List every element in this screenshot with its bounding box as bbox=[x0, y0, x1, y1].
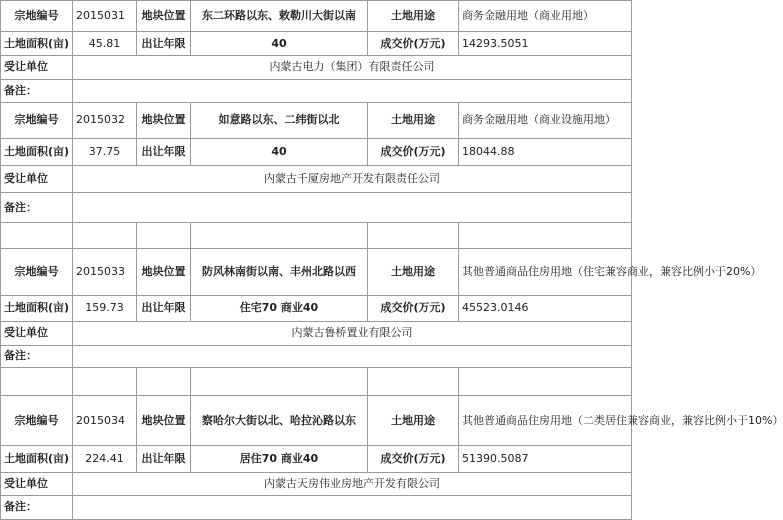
buyer-value: 内蒙古鲁桥置业有限公司 bbox=[73, 321, 632, 345]
parcel-no-value: 2015034 bbox=[73, 396, 137, 446]
term-label: 出让年限 bbox=[137, 32, 191, 56]
land-use-value: 其他普通商品住房用地（住宅兼容商业，兼容比例小于20%） bbox=[459, 249, 632, 296]
buyer-label: 受让单位 bbox=[1, 55, 73, 79]
spacer-row bbox=[1, 368, 632, 396]
buyer-label: 受让单位 bbox=[1, 165, 73, 192]
parcel-no-label: 宗地编号 bbox=[1, 249, 73, 296]
area-value: 224.41 bbox=[73, 446, 137, 473]
parcel-3-row-1 bbox=[1, 249, 632, 296]
buyer-label: 受让单位 bbox=[1, 473, 73, 496]
remarks-label: 备注： bbox=[1, 345, 73, 368]
land-use-label: 土地用途 bbox=[368, 249, 459, 296]
area-value: 159.73 bbox=[73, 295, 137, 321]
price-value: 45523.0146 bbox=[459, 295, 632, 321]
parcel-no-label: 宗地编号 bbox=[1, 102, 73, 138]
location-value: 防风林南街以南、丰州北路以西 bbox=[191, 249, 368, 296]
price-label: 成交价(万元) bbox=[368, 446, 459, 473]
area-value: 45.81 bbox=[73, 32, 137, 56]
price-value: 18044.88 bbox=[459, 139, 632, 166]
land-use-value: 商务金融用地（商业用地） bbox=[459, 1, 632, 32]
spacer-row bbox=[1, 223, 632, 249]
location-label: 地块位置 bbox=[137, 396, 191, 446]
area-label: 土地面积(亩) bbox=[1, 295, 73, 321]
area-label: 土地面积(亩) bbox=[1, 32, 73, 56]
land-use-value: 商务金融用地（商业设施用地） bbox=[459, 102, 632, 138]
parcel-no-label: 宗地编号 bbox=[1, 396, 73, 446]
land-use-value: 其他普通商品住房用地（二类居住兼容商业，兼容比例小于10%） bbox=[459, 396, 632, 446]
parcel-1-row-2 bbox=[1, 32, 632, 56]
parcel-no-label: 宗地编号 bbox=[1, 1, 73, 32]
parcel-2-row-2 bbox=[1, 139, 632, 166]
remarks-value bbox=[73, 495, 632, 519]
remarks-label: 备注： bbox=[1, 192, 73, 222]
land-use-label: 土地用途 bbox=[368, 1, 459, 32]
parcel-no-value: 2015033 bbox=[73, 249, 137, 296]
area-value: 37.75 bbox=[73, 139, 137, 166]
price-label: 成交价(万元) bbox=[368, 139, 459, 166]
term-value: 40 bbox=[191, 139, 368, 166]
term-value: 居住70 商业40 bbox=[191, 446, 368, 473]
location-value: 东二环路以东、敕勒川大街以南 bbox=[191, 1, 368, 32]
parcel-1-row-1 bbox=[1, 1, 632, 32]
buyer-value: 内蒙古千厦房地产开发有限责任公司 bbox=[73, 165, 632, 192]
location-label: 地块位置 bbox=[137, 249, 191, 296]
buyer-value: 内蒙古电力（集团）有限责任公司 bbox=[73, 55, 632, 79]
location-value: 如意路以东、二纬街以北 bbox=[191, 102, 368, 138]
term-value: 住宅70 商业40 bbox=[191, 295, 368, 321]
price-value: 51390.5087 bbox=[459, 446, 632, 473]
parcel-3-row-2 bbox=[1, 295, 632, 321]
price-value: 14293.5051 bbox=[459, 32, 632, 56]
parcel-4-row-4 bbox=[1, 495, 632, 519]
remarks-value bbox=[73, 79, 632, 102]
parcel-3-row-4 bbox=[1, 345, 632, 368]
remarks-value bbox=[73, 192, 632, 222]
remarks-value bbox=[73, 345, 632, 368]
parcel-4-row-1 bbox=[1, 396, 632, 446]
price-label: 成交价(万元) bbox=[368, 295, 459, 321]
parcel-2-row-4 bbox=[1, 192, 632, 222]
parcel-3-row-3 bbox=[1, 321, 632, 345]
area-label: 土地面积(亩) bbox=[1, 446, 73, 473]
remarks-label: 备注： bbox=[1, 79, 73, 102]
price-label: 成交价(万元) bbox=[368, 32, 459, 56]
area-label: 土地面积(亩) bbox=[1, 139, 73, 166]
land-use-label: 土地用途 bbox=[368, 396, 459, 446]
parcel-4-row-2 bbox=[1, 446, 632, 473]
buyer-value: 内蒙古天房伟业房地产开发有限公司 bbox=[73, 473, 632, 496]
location-label: 地块位置 bbox=[137, 102, 191, 138]
parcel-2-row-3 bbox=[1, 165, 632, 192]
parcel-2-row-1 bbox=[1, 102, 632, 138]
term-value: 40 bbox=[191, 32, 368, 56]
term-label: 出让年限 bbox=[137, 446, 191, 473]
location-label: 地块位置 bbox=[137, 1, 191, 32]
location-value: 察哈尔大街以北、哈拉沁路以东 bbox=[191, 396, 368, 446]
parcel-1-row-4 bbox=[1, 79, 632, 102]
parcel-4-row-3 bbox=[1, 473, 632, 496]
parcel-no-value: 2015031 bbox=[73, 1, 137, 32]
parcel-1-row-3 bbox=[1, 55, 632, 79]
parcel-no-value: 2015032 bbox=[73, 102, 137, 138]
buyer-label: 受让单位 bbox=[1, 321, 73, 345]
remarks-label: 备注： bbox=[1, 495, 73, 519]
term-label: 出让年限 bbox=[137, 139, 191, 166]
land-use-label: 土地用途 bbox=[368, 102, 459, 138]
term-label: 出让年限 bbox=[137, 295, 191, 321]
